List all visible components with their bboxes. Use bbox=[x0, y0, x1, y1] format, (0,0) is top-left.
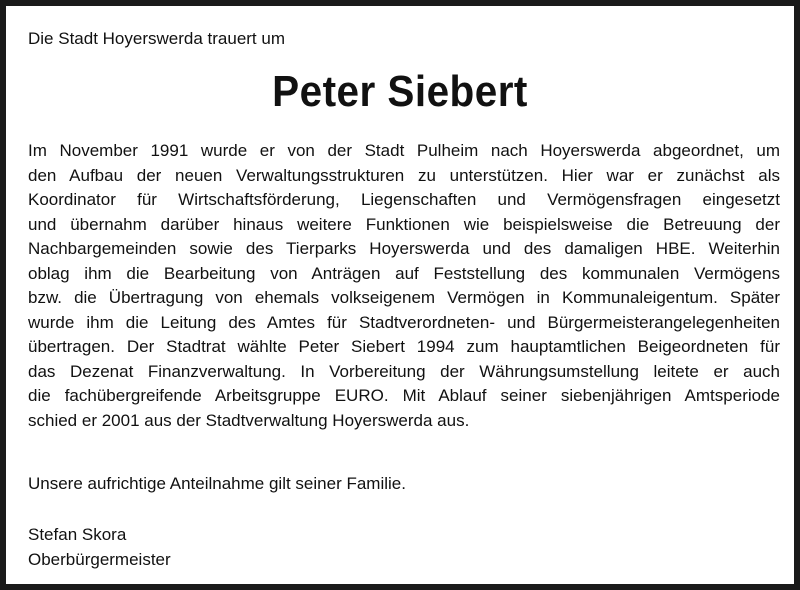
biography-line: und übernahm darüber hinaus weitere Funktionen wie beispielsweise die Betreuung der bbox=[28, 214, 780, 234]
deceased-name: Peter Siebert bbox=[272, 67, 528, 116]
signatory-name: Stefan Skora bbox=[28, 525, 127, 544]
intro-text: Die Stadt Hoyerswerda trauert um bbox=[28, 29, 285, 48]
biography-text bbox=[28, 139, 780, 433]
sympathy-text: Unsere aufrichtige Anteilnahme gilt seiner Familie. bbox=[28, 474, 406, 493]
biography-line: Nachbargemeinden sowie des Tierparks Hoyerswerda und des damaligen HBE. Weiterhin bbox=[28, 239, 780, 258]
biography-line: schied er 2001 aus der Stadtverwaltung Hoyerswerda aus. bbox=[28, 410, 470, 430]
biography-line: übertragen. Der Stadtrat wählte Peter Siebert 1994 zum hauptamtlichen Beigeordneten für bbox=[28, 337, 780, 356]
biography-line: bzw. die Übertragung von ehemals volkseigenem Vermögen in Kommunaleigentum. Später bbox=[28, 288, 780, 307]
biography-line: den Aufbau der neuen Verwaltungsstrukturen zu unterstützen. Hier war er zunächst als bbox=[28, 165, 780, 185]
biography-line: wurde ihm die Leitung des Amtes für Stadtverordneten- und Bürgermeisterangelegenheiten bbox=[28, 312, 780, 332]
biography-line: das Dezenat Finanzverwaltung. In Vorbereitung der Währungsumstellung leitete er auch bbox=[28, 361, 780, 381]
biography-line: oblag ihm die Bearbeitung von Anträgen auf Feststellung des kommunalen Vermögens bbox=[28, 263, 780, 283]
signature-block bbox=[28, 523, 171, 572]
biography-line: Im November 1991 wurde er von der Stadt Pulheim nach Hoyerswerda abgeordnet, um bbox=[28, 141, 780, 160]
biography-line: die fachübergreifende Arbeitsgruppe EURO. Mit Ablauf seiner siebenjährigen Amtsperiode bbox=[28, 386, 780, 405]
biography-line: Koordinator für Wirtschaftsförderung, Liegenschaften und Vermögensfragen eingesetzt bbox=[28, 190, 780, 209]
signatory-title: Oberbürgermeister bbox=[28, 549, 171, 569]
